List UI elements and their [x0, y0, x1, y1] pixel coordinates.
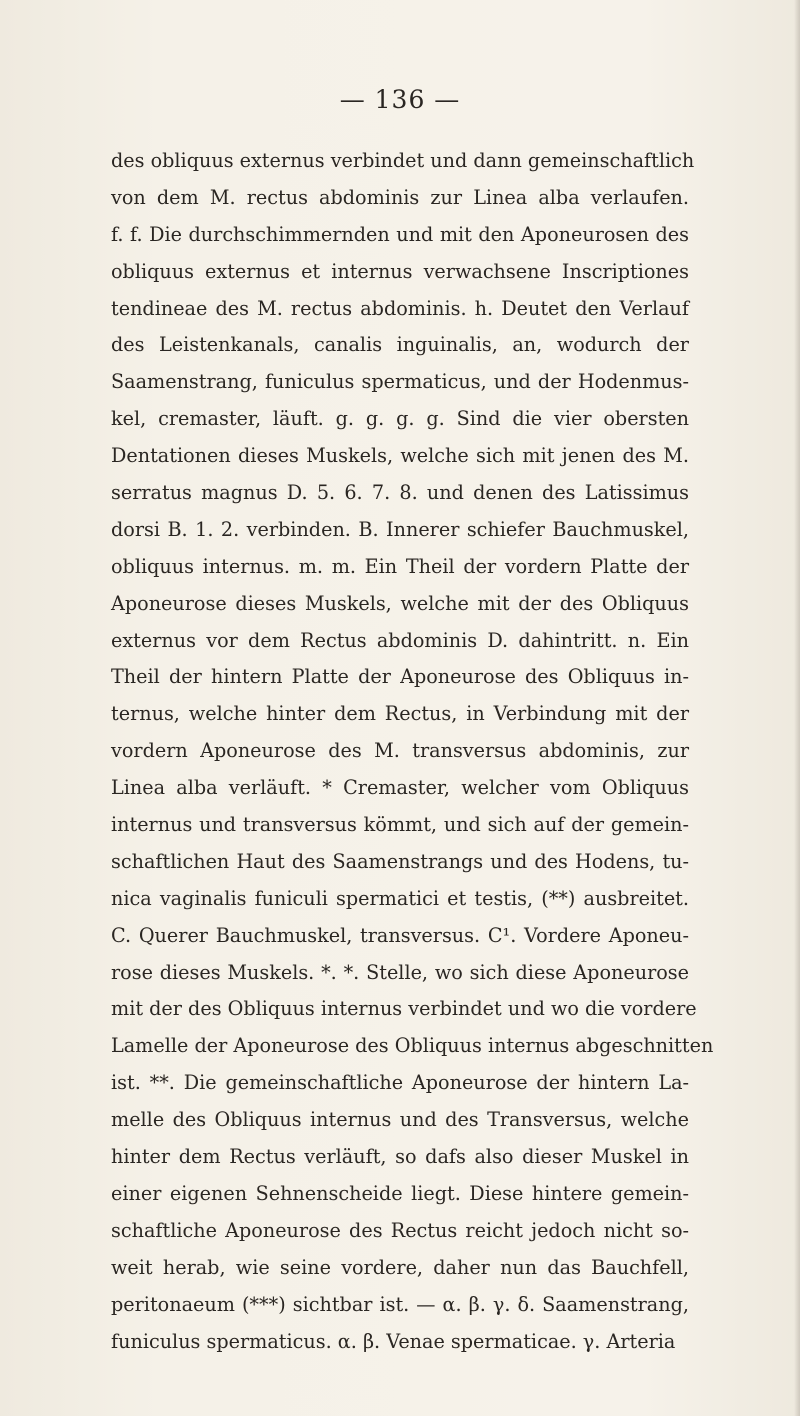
text-line: f. f. Die durchschimmernden und mit den Aponeurosen des: [111, 222, 689, 246]
text-line: externus vor dem Rectus abdominis D. dahintritt. n. Ein: [111, 628, 689, 652]
text-line: Theil der hintern Platte der Aponeurose des Obliquus in-: [111, 665, 689, 689]
text-line: Lamelle der Aponeurose des Obliquus internus abgeschnitten: [111, 1034, 714, 1058]
text-line: tendineae des M. rectus abdominis. h. Deutet den Verlauf: [111, 296, 689, 320]
text-line: ist. **. Die gemeinschaftliche Aponeurose der hintern La-: [111, 1071, 689, 1095]
text-line: Dentationen dieses Muskels, welche sich mit jenen des M.: [111, 444, 689, 468]
text-line: schaftlichen Haut des Saamenstrangs und des Hodens, tu-: [111, 849, 689, 873]
page-edge-shadow: [794, 0, 800, 1416]
text-line: des obliquus externus verbindet und dann gemeinschaftlich: [111, 149, 695, 172]
text-line: Saamenstrang, funiculus spermaticus, und der Hodenmus-: [111, 370, 689, 394]
text-line: vordern Aponeurose des M. transversus abdominis, zur: [111, 739, 689, 763]
text-line: Linea alba verläuft. * Cremaster, welcher vom Obliquus: [111, 776, 689, 800]
text-line: dorsi B. 1. 2. verbinden. B. Innerer schiefer Bauchmuskel,: [111, 517, 689, 541]
text-line: weit herab, wie seine vordere, daher nun das Bauchfell,: [111, 1255, 689, 1279]
text-line: von dem M. rectus abdominis zur Linea alba verlaufen.: [111, 185, 689, 209]
page-number: — 136 —: [339, 85, 461, 114]
text-line: nica vaginalis funiculi spermatici et testis, (**) ausbreitet.: [111, 886, 689, 910]
text-line: obliquus externus et internus verwachsene Inscriptiones: [111, 259, 689, 283]
text-line: des Leistenkanals, canalis inguinalis, an, wodurch der: [111, 333, 689, 357]
text-line: rose dieses Muskels. *. *. Stelle, wo sich diese Aponeurose: [111, 960, 689, 984]
text-line: peritonaeum (***) sichtbar ist. — α. β. γ. δ. Saamenstrang,: [111, 1292, 689, 1316]
text-line: funiculus spermaticus. α. β. Venae spermaticae. γ. Arteria: [111, 1329, 676, 1353]
text-line: obliquus internus. m. m. Ein Theil der vordern Platte der: [111, 554, 689, 578]
text-line: internus und transversus kömmt, und sich auf der gemein-: [111, 813, 689, 837]
text-line: serratus magnus D. 5. 6. 7. 8. und denen des Latissimus: [111, 481, 689, 505]
text-line: mit der des Obliquus internus verbindet und wo die vordere: [111, 997, 697, 1021]
text-line: C. Querer Bauchmuskel, transversus. C¹. Vordere Aponeu-: [111, 923, 689, 947]
body-text: [111, 143, 714, 1360]
text-line: ternus, welche hinter dem Rectus, in Verbindung mit der: [111, 702, 689, 726]
text-line: kel, cremaster, läuft. g. g. g. g. Sind die vier obersten: [111, 407, 689, 431]
text-line: hinter dem Rectus verläuft, so dafs also dieser Muskel in: [111, 1145, 689, 1169]
text-line: melle des Obliquus internus und des Transversus, welche: [111, 1108, 689, 1132]
text-line: Aponeurose dieses Muskels, welche mit der des Obliquus: [111, 591, 689, 615]
text-line: einer eigenen Sehnenscheide liegt. Diese hintere gemein-: [111, 1181, 689, 1205]
text-line: schaftliche Aponeurose des Rectus reicht jedoch nicht so-: [111, 1218, 689, 1242]
